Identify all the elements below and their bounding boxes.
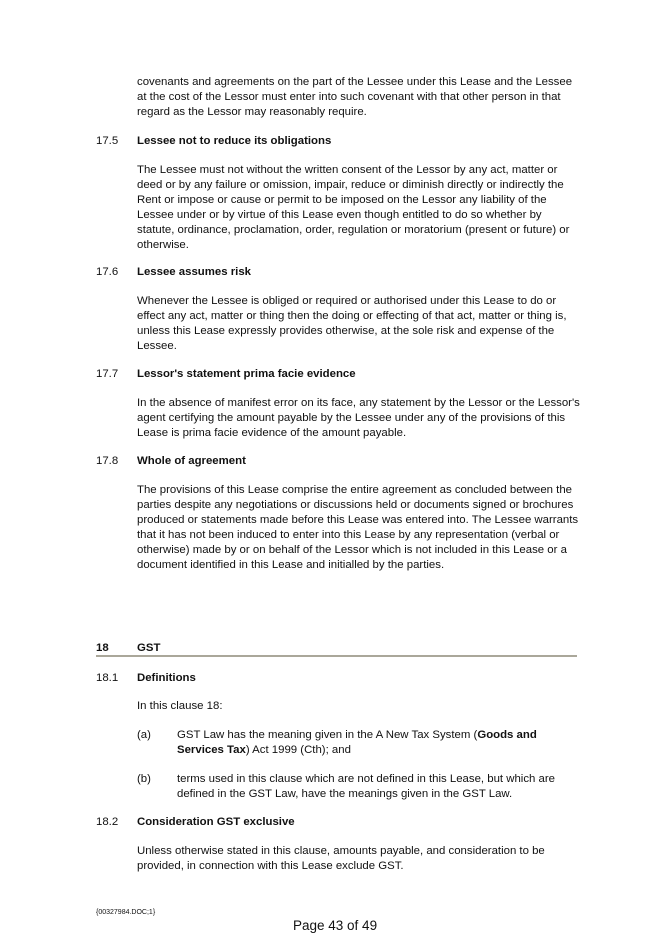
clause-number-17-8: 17.8	[96, 455, 119, 467]
clause-heading-17-6: Lessee assumes risk	[137, 266, 251, 278]
intro-paragraph: covenants and agreements on the part of the Lessee under this Lease and the Lessee at the cost of the Lessor must enter into such covenant with that other person in that regard as the Lessor may reasonably require.	[137, 76, 573, 118]
clause-number-17-5: 17.5	[96, 135, 119, 147]
clause-heading-17-7: Lessor's statement prima facie evidence	[137, 368, 356, 380]
page-number: Page 43 of 49	[293, 918, 378, 933]
clause-body-18-2: Unless otherwise stated in this clause, amounts payable, and consideration to be provided, in connection with this Lease exclude GST.	[137, 845, 545, 872]
clause-body-17-6: Whenever the Lessee is obliged or required or authorised under this Lease to do or effect any act, matter or thing then the doing or effecting of that act, matter or thing is, unless this Lease expressly provides otherwise, at the sole risk and expense of the Lessee.	[137, 295, 567, 352]
list-item-text-b: terms used in this clause which are not defined in this Lease, but which are defined in the GST Law, have the meanings given in the GST Law.	[177, 773, 555, 800]
clause-body-17-5: The Lessee must not without the written consent of the Lessor by any act, matter or deed or by any failure or omission, impair, reduce or diminish directly or indirectly the Rent or impose or cause or permit to be imposed on the Lessor any liability of the Lessee under or by virtue of this Lease even though entitled to do so whether by statute, ordinance, proclamation, order, regulation or moratorium (present or future) or otherwise.	[137, 164, 570, 251]
clause-heading-18-1: Definitions	[137, 672, 196, 684]
clause-number-18-2: 18.2	[96, 816, 119, 828]
section-title-gst: GST	[137, 642, 161, 654]
section-divider	[96, 655, 577, 657]
clause-body-17-7: In the absence of manifest error on its face, any statement by the Lessor or the Lessor's agent certifying the amount payable by the Lessee under any of the provisions of this Lease is prima facie evidence of the amount payable.	[137, 397, 580, 439]
list-item-label-a: (a)	[137, 729, 151, 741]
clause-heading-17-8: Whole of agreement	[137, 455, 246, 467]
list-item-label-b: (b)	[137, 773, 151, 785]
document-reference: {00327984.DOC;1}	[96, 909, 156, 916]
list-item-text-a: GST Law has the meaning given in the A New Tax System (Goods and Services Tax) Act 1999 (Cth); and	[177, 729, 537, 756]
clause-number-18-1: 18.1	[96, 672, 119, 684]
clause-heading-18-2: Consideration GST exclusive	[137, 816, 295, 828]
clause-intro-18-1: In this clause 18:	[137, 700, 223, 712]
clause-number-17-7: 17.7	[96, 368, 119, 380]
clause-heading-17-5: Lessee not to reduce its obligations	[137, 135, 332, 147]
clause-body-17-8: The provisions of this Lease comprise the entire agreement as concluded between the parties despite any negotiations or discussions held or documents signed or brochures produced or statements made before this Lease was entered into. The Lessee warrants that it has not been induced to enter into this Lease by any representation (verbal or otherwise) made by or on behalf of the Lessor which is not included in this Lease or a document identified in this Lease and initialled by the parties.	[137, 484, 579, 571]
section-number-18: 18	[96, 642, 109, 654]
clause-number-17-6: 17.6	[96, 266, 119, 278]
